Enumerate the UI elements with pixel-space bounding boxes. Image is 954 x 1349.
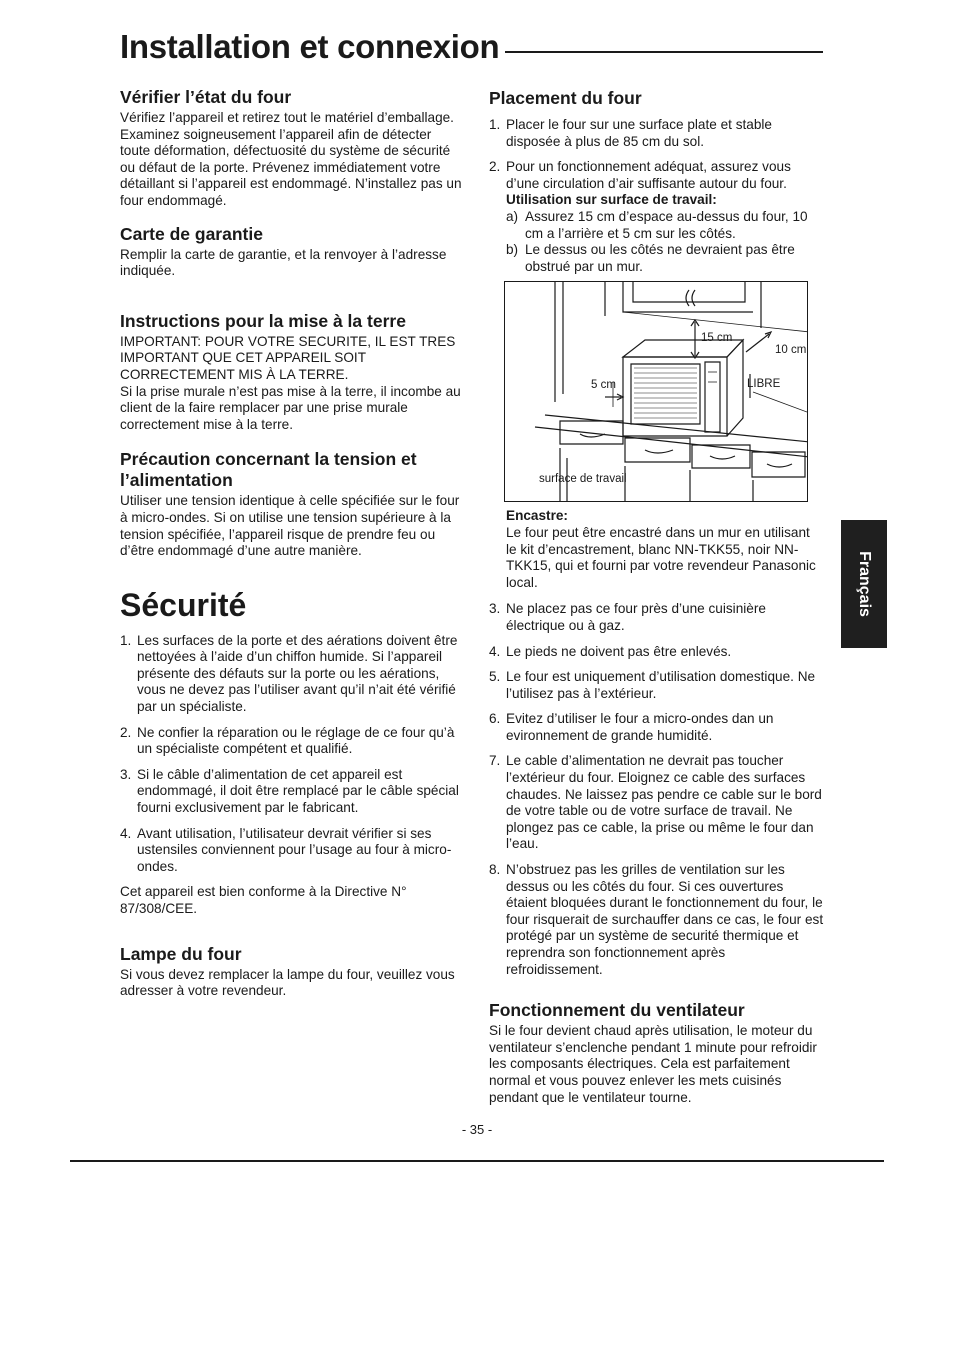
heading-verifier: Vérifier l’état du four xyxy=(120,87,292,107)
right-column xyxy=(489,88,824,1106)
page-number: - 35 - xyxy=(461,1122,493,1137)
list-item: 2. Pour un fonctionnement adéquat, assurez vous d’une circulation d’air suffisante autour du four. Utilisation sur surface de travail: a) Assurez 15 cm d’espace au-dessus du four, 10 cm a l’arrière et 5 cm sur les côtés. b) Le dessus ou les côtés ne devraient pas être obstrué par un mur. xyxy=(489,159,824,275)
encastre-block xyxy=(489,508,824,591)
bottom-rule xyxy=(70,1160,884,1162)
language-tab-label: Français xyxy=(856,551,873,617)
label-libre: LIBRE xyxy=(747,378,781,391)
label-surface-travail: Utilisation sur surface de travail: xyxy=(506,192,717,208)
installation-figure xyxy=(504,281,808,502)
text-directive: Cet appareil est bien conforme à la Directive N° 87/308/CEE. xyxy=(120,884,407,916)
list-item: 3. Si le câble d’alimentation de cet appareil est endommagé, il doit être remplacé par le câble spécial fourni exclusivement par le fabricant. xyxy=(120,766,459,816)
list-item: a) Assurez 15 cm d’espace au-dessus du four, 10 cm a l’arrière et 5 cm sur les côtés. xyxy=(506,208,808,241)
label-15cm: 15 cm xyxy=(701,332,733,345)
text-terre-important: IMPORTANT: POUR VOTRE SECURITE, IL EST TRES IMPORTANT QUE CET APPAREIL SOIT CORRECTEMENT MIS À LA TERRE. xyxy=(120,333,456,382)
placement-sublist xyxy=(506,209,824,275)
language-tab xyxy=(841,520,887,648)
label-10cm: 10 cm xyxy=(775,344,807,357)
list-item: b) Le dessus ou les côtés ne devraient pas être obstrué par un mur. xyxy=(506,242,795,274)
section-tension xyxy=(120,449,465,559)
heading-securite: Sécurité xyxy=(120,586,247,623)
text-verifier: Vérifiez l’appareil et retirez tout le matériel d’emballage. Examinez soigneusement l’appareil afin de détecter toute déformation, défectuosité du système de sécurité ou défaut de la porte. Prévenez immédiatement votre détaillant si l’appareil est endommagé. N’installez pas un four endommagé. xyxy=(120,110,462,208)
section-securite xyxy=(120,587,465,918)
list-item: 4. Avant utilisation, l’utilisateur devrait vérifier si ses ustensiles conviennent pour l’usage au four à micro-ondes. xyxy=(120,825,452,874)
section-lampe xyxy=(120,944,465,1000)
text-encastre: Le four peut être encastré dans un mur en utilisant le kit d’encastrement, blanc NN-TKK55, noir NN-TKK15, qui et fourni par votre revendeur Panasonic local. xyxy=(506,524,816,590)
list-item: 1. Les surfaces de la porte et des aérations doivent être nettoyées à l’aide d’un chiffon humide. Si l’appareil présente des défauts sur la porte ou les aérations, vous ne devez pas l’utiliser avant qu’il n’ait été vérifié par un spécialiste. xyxy=(120,632,458,715)
text-garantie: Remplir la carte de garantie, et la renvoyer à l’adresse indiquée. xyxy=(120,246,447,279)
securite-list xyxy=(120,633,465,876)
text-lampe: Si vous devez remplacer la lampe du four, veuillez vous adresser à votre revendeur. xyxy=(120,966,455,999)
heading-garantie: Carte de garantie xyxy=(120,223,263,244)
list-item: 2. Ne confier la réparation ou le réglage de ce four qu’à un spécialiste compétent et qualifié. xyxy=(120,724,455,757)
label-surface-de-travail: surface de travail xyxy=(539,473,627,486)
text-terre-prise: Si la prise murale n’est pas mise à la terre, il incombe au client de la faire remplacer par une prise murale correctement mise à la terre. xyxy=(120,383,461,432)
heading-ventilateur: Fonctionnement du ventilateur xyxy=(489,1000,745,1021)
list-item: 8. N’obstruez pas les grilles de ventilation sur les dessus ou les côtés du four. Si ces ouvertures étaient bloquées durant le fonctionnement du four, le four risquerait de surchauffer dans ce cas, le four est protégé par un système de securité thermique et reprendra son fonctionnement après refroidissement. xyxy=(489,862,824,977)
heading-tension: Précaution concernant la tension et l’alimentation xyxy=(120,449,417,491)
list-item: 3. Ne placez pas ce four près d’une cuisinière électrique ou à gaz. xyxy=(489,601,766,633)
heading-terre: Instructions pour la mise à la terre xyxy=(120,310,406,331)
left-column xyxy=(120,87,465,1000)
list-item: 6. Evitez d’utiliser le four a micro-ondes dan un evironnement de grande humidité. xyxy=(489,711,774,743)
text-ventilateur: Si le four devient chaud après utilisation, le moteur du ventilateur s’enclenche pendant 1 minute pour refroidir les composants électriques. Cela est parfaitement normal et vous pouvez enlever les mets cuisinés pendant que le ventilateur tourne. xyxy=(489,1023,817,1105)
heading-placement: Placement du four xyxy=(489,88,642,108)
label-encastre: Encastre: xyxy=(506,508,568,524)
microwave-clearance-illustration xyxy=(505,282,807,501)
section-ventilateur xyxy=(489,1000,824,1106)
placement-list-top xyxy=(489,117,824,275)
list-item: 5. Le four est uniquement d’utilisation domestique. Ne l’utilisez pas à l’extérieur. xyxy=(489,669,816,701)
label-5cm: 5 cm xyxy=(591,379,616,392)
section-terre xyxy=(120,311,465,434)
list-item: 4. Le pieds ne doivent pas être enlevés. xyxy=(489,643,732,659)
list-item: 7. Le cable d’alimentation ne devrait pas toucher l’extérieur du four. Eloignez ce cable des surfaces chaudes. Ne laissez pas pendre ce cable sur le bord de votre table ou de votre surface de travail. Ne plongez pas ce cable, la prise ou même le four dan l’eau. xyxy=(489,753,822,852)
placement-list-bottom xyxy=(489,601,824,978)
list-item: 1. Placer le four sur une surface plate et stable disposée à plus de 85 cm du sol. xyxy=(489,117,772,149)
title-rule xyxy=(505,51,823,53)
section-verifier xyxy=(120,87,465,210)
page-title: Installation et connexion xyxy=(120,28,500,65)
heading-lampe: Lampe du four xyxy=(120,943,242,964)
text-tension: Utiliser une tension identique à celle spécifiée sur le four à micro-ondes. Si on utilise une tension supérieure à la tension spécifiée, l’appareil risque de prendre feu ou d’être endommagé d’une autre manière. xyxy=(120,493,460,559)
section-garantie xyxy=(120,224,465,280)
